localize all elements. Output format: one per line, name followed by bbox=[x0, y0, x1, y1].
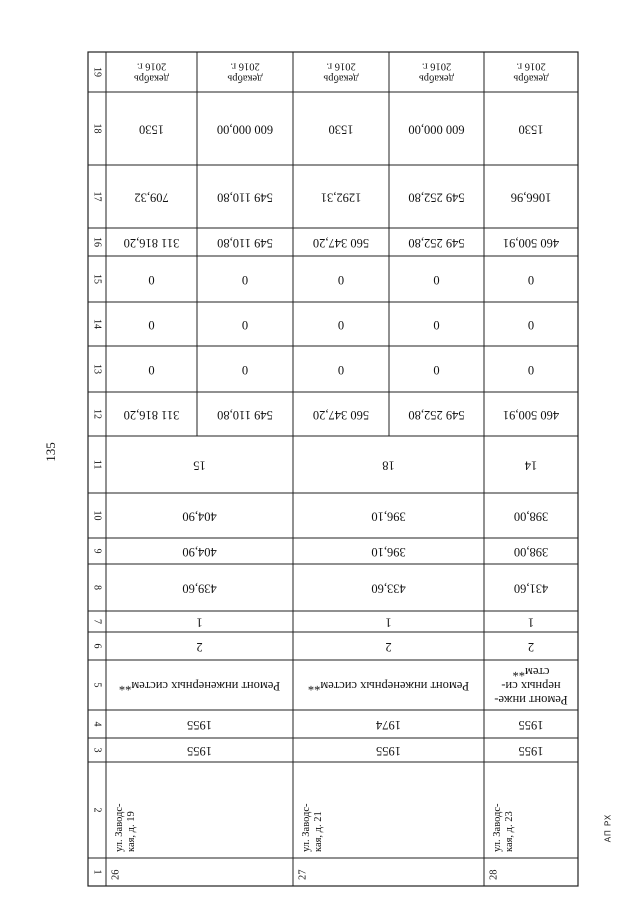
column-number-5: 5 bbox=[91, 682, 103, 688]
cell-7-group-27 bbox=[385, 616, 391, 630]
cell-8-group-28 bbox=[514, 582, 548, 596]
svg-text:0: 0 bbox=[433, 273, 440, 288]
svg-text:декабрь: декабрь bbox=[323, 72, 359, 84]
column-number-19: 19 bbox=[91, 67, 103, 77]
svg-text:1066,96: 1066,96 bbox=[510, 190, 552, 205]
column-number-3: 3 bbox=[91, 747, 103, 753]
svg-text:кая, д. 19: кая, д. 19 bbox=[126, 811, 137, 852]
cell-16-row-4 bbox=[408, 236, 464, 250]
cell-15-row-1 bbox=[148, 273, 154, 287]
svg-text:1530: 1530 bbox=[518, 122, 544, 137]
svg-text:396,10: 396,10 bbox=[371, 545, 406, 560]
svg-text:549 252,80: 549 252,80 bbox=[408, 190, 465, 205]
svg-text:1955: 1955 bbox=[187, 744, 212, 759]
cell-12-row-1 bbox=[124, 408, 180, 422]
svg-text:398,00: 398,00 bbox=[513, 545, 549, 560]
svg-text:1: 1 bbox=[196, 615, 203, 630]
svg-text:декабрь: декабрь bbox=[419, 72, 454, 84]
cell-10-group-28 bbox=[514, 510, 548, 524]
address-28 bbox=[492, 803, 515, 852]
svg-text:1: 1 bbox=[385, 615, 392, 630]
cell-11-group-27 bbox=[382, 459, 395, 473]
cell-14-row-5 bbox=[528, 318, 534, 332]
cell-16-row-2 bbox=[217, 236, 273, 250]
cell-3-group-28 bbox=[519, 744, 544, 758]
cell-17-row-2 bbox=[217, 191, 273, 205]
cell-14-row-4 bbox=[433, 318, 439, 332]
svg-text:0: 0 bbox=[148, 318, 155, 333]
svg-text:0: 0 bbox=[433, 363, 440, 378]
cell-9-group-28 bbox=[514, 545, 548, 559]
row-number-28 bbox=[488, 870, 499, 881]
svg-text:549 252,80: 549 252,80 bbox=[408, 236, 465, 251]
cell-10-group-26 bbox=[182, 510, 216, 524]
svg-text:26: 26 bbox=[110, 869, 122, 880]
column-number-7: 7 bbox=[91, 619, 103, 624]
cell-12-row-2 bbox=[217, 408, 273, 422]
column-number-14: 14 bbox=[91, 319, 103, 329]
cell-16-row-3 bbox=[313, 236, 369, 250]
svg-text:0: 0 bbox=[337, 273, 345, 288]
svg-text:Ремонт инженерных систем**: Ремонт инженерных систем** bbox=[118, 679, 281, 694]
cell-5-group-28 bbox=[494, 665, 567, 707]
cell-6-group-26 bbox=[196, 640, 202, 654]
cell-19-row-5 bbox=[513, 61, 548, 84]
svg-text:549 252,80: 549 252,80 bbox=[408, 408, 465, 423]
svg-text:декабрь: декабрь bbox=[227, 72, 263, 84]
svg-text:2016 г.: 2016 г. bbox=[421, 60, 452, 72]
svg-text:549 110,80: 549 110,80 bbox=[217, 190, 273, 205]
svg-text:0: 0 bbox=[241, 363, 249, 378]
cell-17-row-4 bbox=[408, 191, 464, 205]
cell-13-row-4 bbox=[433, 363, 439, 377]
cell-11-group-26 bbox=[193, 459, 206, 473]
svg-text:1: 1 bbox=[527, 615, 535, 630]
cell-3-group-27 bbox=[376, 744, 401, 758]
column-number-2: 2 bbox=[91, 807, 103, 813]
svg-text:404,90: 404,90 bbox=[182, 509, 217, 524]
cell-9-group-27 bbox=[371, 545, 405, 559]
svg-text:1974: 1974 bbox=[376, 718, 401, 733]
svg-text:0: 0 bbox=[527, 363, 535, 378]
cell-18-row-3 bbox=[329, 123, 354, 137]
column-number-16: 16 bbox=[91, 237, 103, 247]
cell-19-row-4 bbox=[419, 61, 454, 84]
cell-17-row-1 bbox=[134, 191, 168, 205]
svg-text:стем**: стем** bbox=[512, 665, 550, 680]
svg-text:ул. Заводс-: ул. Заводс- bbox=[492, 803, 503, 852]
cell-15-row-2 bbox=[242, 273, 248, 287]
svg-text:15: 15 bbox=[193, 458, 206, 473]
svg-text:нерных си-: нерных си- bbox=[501, 679, 561, 694]
svg-text:2: 2 bbox=[196, 640, 203, 655]
column-number-13: 13 bbox=[91, 364, 103, 374]
svg-text:ул. Заводс-: ул. Заводс- bbox=[301, 803, 312, 852]
svg-text:431,60: 431,60 bbox=[513, 581, 549, 596]
svg-text:2016 г.: 2016 г. bbox=[326, 60, 356, 72]
address-26 bbox=[114, 803, 137, 852]
svg-text:кая, д. 21: кая, д. 21 bbox=[313, 811, 324, 852]
cell-17-row-3 bbox=[321, 191, 362, 205]
svg-text:0: 0 bbox=[433, 318, 440, 333]
svg-text:0: 0 bbox=[148, 363, 155, 378]
svg-text:311 816,20: 311 816,20 bbox=[123, 236, 180, 251]
cell-8-group-26 bbox=[182, 582, 216, 596]
svg-text:Ремонт инженерных систем**: Ремонт инженерных систем** bbox=[307, 679, 470, 694]
svg-text:2: 2 bbox=[527, 640, 535, 655]
cell-12-row-3 bbox=[313, 408, 369, 422]
svg-text:декабрь: декабрь bbox=[134, 72, 169, 84]
cell-7-group-26 bbox=[196, 616, 202, 630]
svg-text:549 110,80: 549 110,80 bbox=[217, 236, 273, 251]
svg-text:0: 0 bbox=[337, 363, 345, 378]
page-number: 135 bbox=[43, 442, 58, 462]
cell-16-row-5 bbox=[503, 236, 559, 250]
cell-19-row-3 bbox=[323, 61, 358, 84]
svg-text:1955: 1955 bbox=[187, 718, 212, 733]
svg-text:Ремонт инже-: Ремонт инже- bbox=[494, 693, 568, 708]
svg-text:398,00: 398,00 bbox=[513, 509, 549, 524]
row-number-26 bbox=[110, 870, 121, 881]
cell-7-group-28 bbox=[528, 616, 534, 630]
cell-16-row-1 bbox=[124, 236, 180, 250]
svg-text:1955: 1955 bbox=[518, 718, 544, 733]
svg-text:0: 0 bbox=[527, 318, 535, 333]
svg-text:560 347,20: 560 347,20 bbox=[312, 236, 370, 251]
svg-text:404,90: 404,90 bbox=[182, 545, 217, 560]
svg-text:460 500,91: 460 500,91 bbox=[502, 408, 560, 423]
cell-10-group-27 bbox=[371, 510, 405, 524]
svg-text:439,60: 439,60 bbox=[182, 581, 217, 596]
svg-text:433,60: 433,60 bbox=[371, 581, 406, 596]
svg-text:0: 0 bbox=[241, 318, 249, 333]
cell-15-row-3 bbox=[338, 273, 344, 287]
cell-4-group-26 bbox=[187, 718, 212, 732]
svg-text:2016 г.: 2016 г. bbox=[136, 60, 167, 72]
svg-text:549 110,80: 549 110,80 bbox=[217, 408, 273, 423]
column-number-1: 1 bbox=[91, 869, 103, 875]
cell-19-row-1 bbox=[134, 61, 169, 84]
column-number-12: 12 bbox=[91, 409, 103, 419]
cell-9-group-26 bbox=[182, 545, 216, 559]
cell-4-group-28 bbox=[519, 718, 544, 732]
svg-text:460 500,91: 460 500,91 bbox=[502, 236, 560, 251]
svg-text:1530: 1530 bbox=[328, 122, 354, 137]
svg-text:кая, д. 23: кая, д. 23 bbox=[504, 811, 515, 852]
column-number-17: 17 bbox=[91, 191, 103, 202]
svg-text:0: 0 bbox=[241, 273, 249, 288]
svg-text:396,10: 396,10 bbox=[371, 509, 406, 524]
cell-5-group-26 bbox=[119, 679, 280, 693]
column-number-4: 4 bbox=[91, 721, 103, 727]
cell-6-group-28 bbox=[528, 640, 534, 654]
svg-text:560 347,20: 560 347,20 bbox=[312, 408, 370, 423]
cell-14-row-2 bbox=[242, 318, 248, 332]
column-number-15: 15 bbox=[91, 274, 103, 284]
svg-text:ул. Заводс-: ул. Заводс- bbox=[114, 803, 125, 852]
cell-15-row-5 bbox=[528, 273, 534, 287]
svg-text:декабрь: декабрь bbox=[513, 72, 549, 84]
cell-12-row-4 bbox=[408, 408, 464, 422]
cell-18-row-2 bbox=[217, 123, 273, 137]
cell-3-group-26 bbox=[187, 744, 212, 758]
column-number-8: 8 bbox=[91, 585, 103, 590]
svg-text:28: 28 bbox=[488, 869, 500, 880]
svg-text:1530: 1530 bbox=[139, 122, 164, 137]
svg-text:14: 14 bbox=[524, 458, 538, 473]
cell-15-row-4 bbox=[433, 273, 439, 287]
cell-4-group-27 bbox=[375, 718, 401, 732]
column-number-11: 11 bbox=[91, 459, 103, 470]
cell-18-row-1 bbox=[139, 123, 164, 137]
row-number-27 bbox=[297, 870, 308, 881]
svg-text:1955: 1955 bbox=[518, 744, 544, 759]
cell-8-group-27 bbox=[371, 582, 405, 596]
svg-text:0: 0 bbox=[148, 273, 155, 288]
address-27 bbox=[301, 803, 324, 852]
cell-5-group-27 bbox=[308, 679, 469, 693]
cell-13-row-2 bbox=[242, 363, 248, 377]
svg-text:2016 г.: 2016 г. bbox=[516, 60, 546, 72]
svg-text:600 000,00: 600 000,00 bbox=[216, 122, 274, 137]
column-number-6: 6 bbox=[91, 643, 103, 649]
svg-text:27: 27 bbox=[297, 869, 309, 880]
cell-13-row-5 bbox=[528, 363, 534, 377]
cell-14-row-3 bbox=[338, 318, 344, 332]
svg-text:1292,31: 1292,31 bbox=[320, 190, 362, 205]
svg-text:1955: 1955 bbox=[376, 744, 401, 759]
svg-text:2: 2 bbox=[385, 640, 392, 655]
svg-text:600 000,00: 600 000,00 bbox=[408, 122, 465, 137]
cell-13-row-3 bbox=[338, 363, 344, 377]
cell-12-row-5 bbox=[503, 408, 559, 422]
cell-18-row-5 bbox=[519, 123, 544, 137]
svg-text:2016 г.: 2016 г. bbox=[230, 60, 260, 72]
svg-text:0: 0 bbox=[527, 273, 535, 288]
svg-text:18: 18 bbox=[382, 458, 395, 473]
svg-text:311 816,20: 311 816,20 bbox=[123, 408, 180, 423]
footer-mark: АП РХ bbox=[603, 813, 613, 843]
cell-18-row-4 bbox=[408, 123, 464, 137]
cell-14-row-1 bbox=[148, 318, 154, 332]
cell-17-row-5 bbox=[511, 191, 552, 205]
cell-19-row-2 bbox=[227, 61, 262, 84]
svg-text:709,32: 709,32 bbox=[134, 190, 169, 205]
column-number-9: 9 bbox=[91, 548, 103, 554]
svg-text:0: 0 bbox=[337, 318, 345, 333]
cell-6-group-27 bbox=[385, 640, 391, 654]
cell-11-group-28 bbox=[524, 459, 537, 473]
column-number-10: 10 bbox=[91, 510, 103, 521]
cell-13-row-1 bbox=[148, 363, 154, 377]
column-number-18: 18 bbox=[91, 123, 103, 134]
